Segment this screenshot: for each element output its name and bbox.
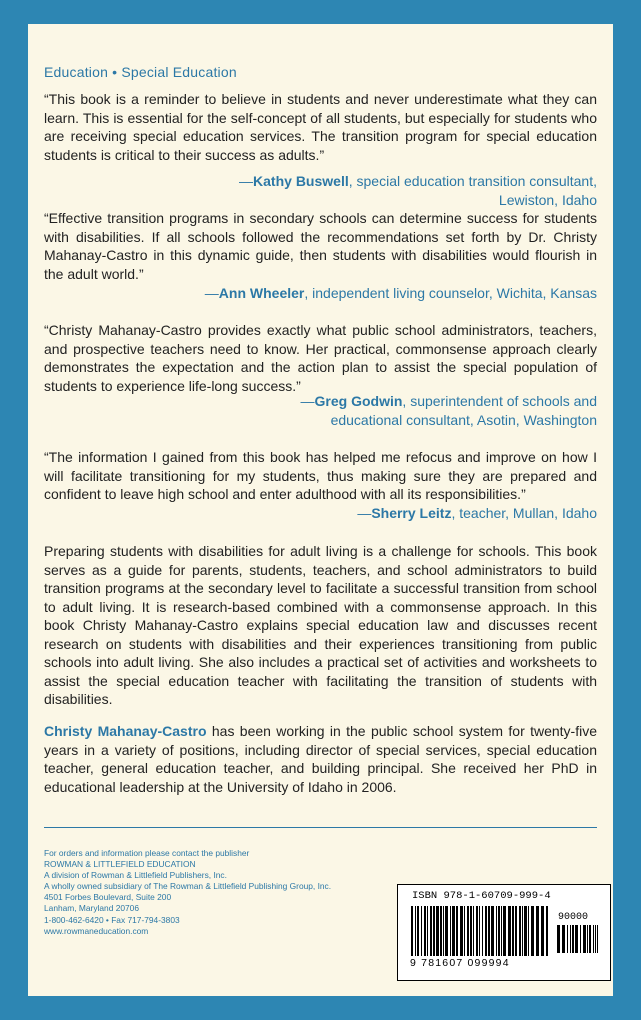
- barcode-bar: [546, 906, 548, 956]
- barcode-bar: [433, 906, 435, 956]
- back-cover: [28, 24, 613, 996]
- quote-text: “Christy Mahanay-Castro provides exactly what public school administrators, teachers, and prospective teachers need to know. Her practical, commonsense approach clearly demonstrates the expectation and the action plan to assist the special population of students to experience life-long success.”: [44, 322, 597, 394]
- barcode-bar: [572, 925, 574, 953]
- publisher-info: [44, 848, 364, 937]
- barcode-bar: [482, 906, 483, 956]
- barcode-bar: [512, 906, 514, 956]
- price-barcode-bars: [556, 925, 600, 955]
- barcode-bar: [473, 906, 474, 956]
- book-description: Preparing students with disabilities for adult living is a challenge for schools. This book serves as a guide for parents, students, teachers, and school administrators to build transition programs at the secondary level to facilitate a successful transition from school to adult living. It is research-based combined with a commonsense approach. In this book Christy Mahanay-Castro explains special education law and discusses recent research on students with disabilities and their experiences transitioning from public schools into adult living. She also includes a practical set of activities and worksheets to assist the special education teacher with facilitating the transition of students with disabilities.: [44, 543, 597, 707]
- divider: [44, 827, 597, 828]
- quote-attribution: —Ann Wheeler, independent living counselor, Wichita, Kansas: [204, 285, 597, 301]
- barcode-bar: [503, 906, 506, 956]
- barcode-bar: [430, 906, 432, 956]
- barcode-bar: [567, 925, 568, 953]
- barcode-bar: [515, 906, 517, 956]
- barcode-bar: [522, 906, 523, 956]
- barcode-bar: [508, 906, 511, 956]
- author-name: Christy Mahanay-Castro: [44, 723, 207, 739]
- barcode-bar: [562, 925, 565, 953]
- barcode-bar: [427, 906, 428, 956]
- quote-author: Ann Wheeler: [218, 285, 305, 301]
- publisher-line: A wholly owned subsidiary of The Rowman & Littlefield Publishing Group, Inc.: [44, 881, 332, 892]
- publisher-line: Lanham, Maryland 20706: [44, 903, 139, 914]
- quote-attribution: —Sherry Leitz, teacher, Mullan, Idaho: [357, 505, 597, 521]
- barcode-bar: [528, 906, 529, 956]
- isbn-text: ISBN 978-1-60709-999-4: [412, 890, 551, 902]
- quote-text: “This book is a reminder to believe in students and never underestimate what they can learn. This is essential for the self-concept of all students, but especially for students who are receiving special education services. The transition program for special education students is critical to their success as adults.”: [44, 91, 597, 163]
- quote-text: “The information I gained from this book has helped me refocus and improve on how I will facilitate transitioning for my students, thus making sure they are prepared and confident to leave high school and enter adulthood with all its responsibilities.”: [44, 449, 597, 502]
- barcode-bar: [421, 906, 422, 956]
- barcode-bar: [467, 906, 469, 956]
- barcode-bar: [491, 906, 494, 956]
- barcode-bar: [479, 906, 480, 956]
- barcode-bar: [531, 906, 534, 956]
- quote-text: “Effective transition programs in secondary schools can determine success for students with disabilities. If all schools followed the recommendations set forth by Dr. Christy Mahanay-Castro in this dynamic guide, then students with disabilities would flourish in the adult world.”: [44, 210, 597, 282]
- barcode-bar: [541, 906, 544, 956]
- quote-author: Greg Godwin: [314, 393, 403, 409]
- quote-author: Kathy Buswell: [253, 173, 349, 189]
- barcode-number: 9 781607 099994: [410, 957, 510, 969]
- barcode-bar: [587, 925, 588, 953]
- barcode-bar: [570, 925, 571, 953]
- barcode-bar: [415, 906, 416, 956]
- barcode-bar: [464, 906, 465, 956]
- barcode-bar: [476, 906, 478, 956]
- barcode-bar: [450, 906, 451, 956]
- publisher-line: A division of Rowman & Littlefield Publishers, Inc.: [44, 870, 227, 881]
- barcode-bar: [498, 906, 500, 956]
- barcode-bar: [595, 925, 596, 953]
- barcode-bar: [485, 906, 487, 956]
- barcode-bar: [445, 906, 448, 956]
- quote-attribution: —Kathy Buswell, special education transition consultant, Lewiston, Idaho: [239, 173, 597, 208]
- barcode-bar: [456, 906, 458, 956]
- quote-author: Sherry Leitz: [371, 505, 452, 521]
- barcode-bar: [443, 906, 444, 956]
- barcode-bar: [424, 906, 426, 956]
- barcode-bar: [440, 906, 442, 956]
- barcode-bar: [519, 906, 521, 956]
- barcode-bar: [536, 906, 539, 956]
- barcode-bar: [557, 925, 560, 953]
- isbn-barcode: [397, 884, 611, 981]
- barcode-bar: [575, 925, 578, 953]
- author-bio: Christy Mahanay-Castro has been working in the public school system for twenty-five years in a variety of positions, including director of special services, special education teacher, general education teacher, and building principal. She received her PhD in educational leadership at the University of Idaho in 2006.: [44, 723, 597, 795]
- quote-attribution: —Greg Godwin, superintendent of schools and educational consultant, Asotin, Washington: [300, 393, 597, 428]
- barcode-bar: [589, 925, 591, 953]
- barcode-bar: [597, 925, 598, 953]
- publisher-line: For orders and information please contact the publisher: [44, 848, 250, 858]
- barcode-bar: [460, 906, 463, 956]
- publisher-line: 1-800-462-6420 • Fax 717-794-3803: [44, 914, 180, 925]
- barcode-bar: [417, 906, 419, 956]
- barcode-bar: [501, 906, 502, 956]
- barcode-bar: [583, 925, 586, 953]
- price-code: 90000: [558, 912, 589, 923]
- barcode-bar: [470, 906, 472, 956]
- barcode-bar: [488, 906, 490, 956]
- barcode-bar: [524, 906, 527, 956]
- barcode-bar: [593, 925, 594, 953]
- publisher-line: www.rowmaneducation.com: [44, 925, 149, 936]
- publisher-line: ROWMAN & LITTLEFIELD EDUCATION: [44, 859, 196, 870]
- publisher-line: 4501 Forbes Boulevard, Suite 200: [44, 892, 172, 903]
- barcode-bar: [411, 906, 413, 956]
- barcode-bar: [496, 906, 497, 956]
- barcode-bars: [410, 906, 550, 958]
- category-label: Education • Special Education: [44, 64, 237, 80]
- barcode-bar: [436, 906, 439, 956]
- barcode-bar: [452, 906, 455, 956]
- barcode-bar: [580, 925, 581, 953]
